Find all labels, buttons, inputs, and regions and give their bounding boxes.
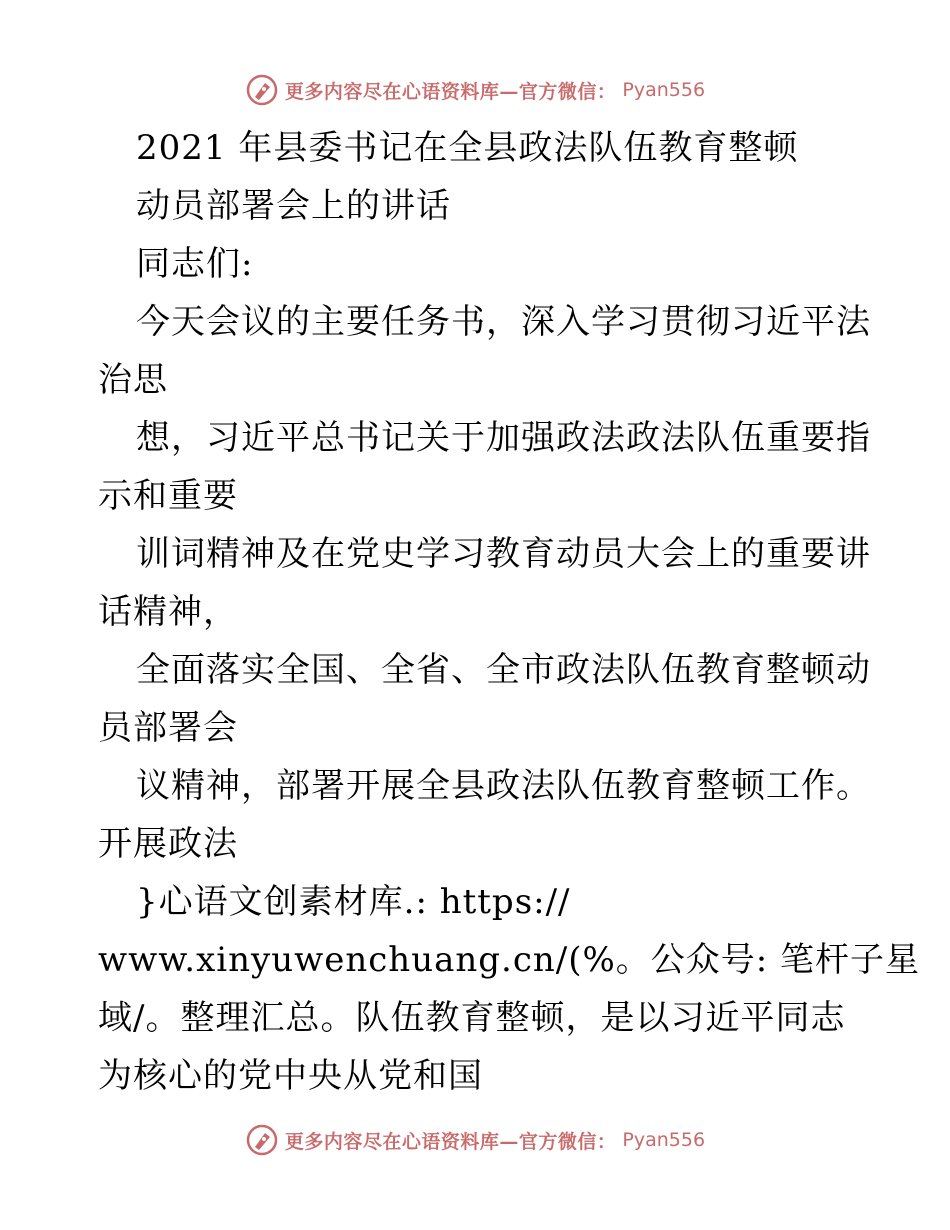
paragraph-line: 话精神， [98,592,238,632]
doc-title-line-1: 2021 年县委书记在全县政法队伍教育整顿 [136,128,799,168]
paragraph-line: 治思 [98,360,168,400]
header-banner-contact: Pyan556 [622,79,706,101]
paragraph-line: www.xinyuwenchuang.cn/(%。公众号: 笔杆子星 [98,940,921,980]
pen-nib-circle-icon [245,1123,279,1157]
header-banner [0,68,950,112]
footer-banner [0,1118,950,1162]
paragraph-line: 训词精神及在党史学习教育动员大会上的重要讲 [136,534,871,574]
paragraph-line: 开展政法 [98,824,238,864]
footer-banner-contact: Pyan556 [622,1129,706,1151]
paragraph-line: 为核心的党中央从党和国 [98,1056,483,1096]
paragraph-line: 议精神，部署开展全县政法队伍教育整顿工作。 [136,766,871,806]
paragraph-line: 员部署会 [98,708,238,748]
pen-nib-circle-icon [245,73,279,107]
header-banner-text: 更多内容尽在心语资料库—官方微信： [284,80,617,103]
salutation: 同志们: [136,244,254,284]
paragraph-line: 域/。整理汇总。队伍教育整顿，是以习近平同志 [98,998,846,1038]
paragraph-line: 全面落实全国、全省、全市政法队伍教育整顿动 [136,650,871,690]
footer-banner-text: 更多内容尽在心语资料库—官方微信： [284,1130,617,1153]
doc-title-line-2: 动员部署会上的讲话 [136,186,451,226]
paragraph-line: 示和重要 [98,476,238,516]
paragraph-line: 想，习近平总书记关于加强政法政法队伍重要指 [136,418,871,458]
paragraph-line: 今天会议的主要任务书，深入学习贯彻习近平法 [136,302,871,342]
paragraph-line: }心语文创素材库.: https:// [136,882,571,922]
